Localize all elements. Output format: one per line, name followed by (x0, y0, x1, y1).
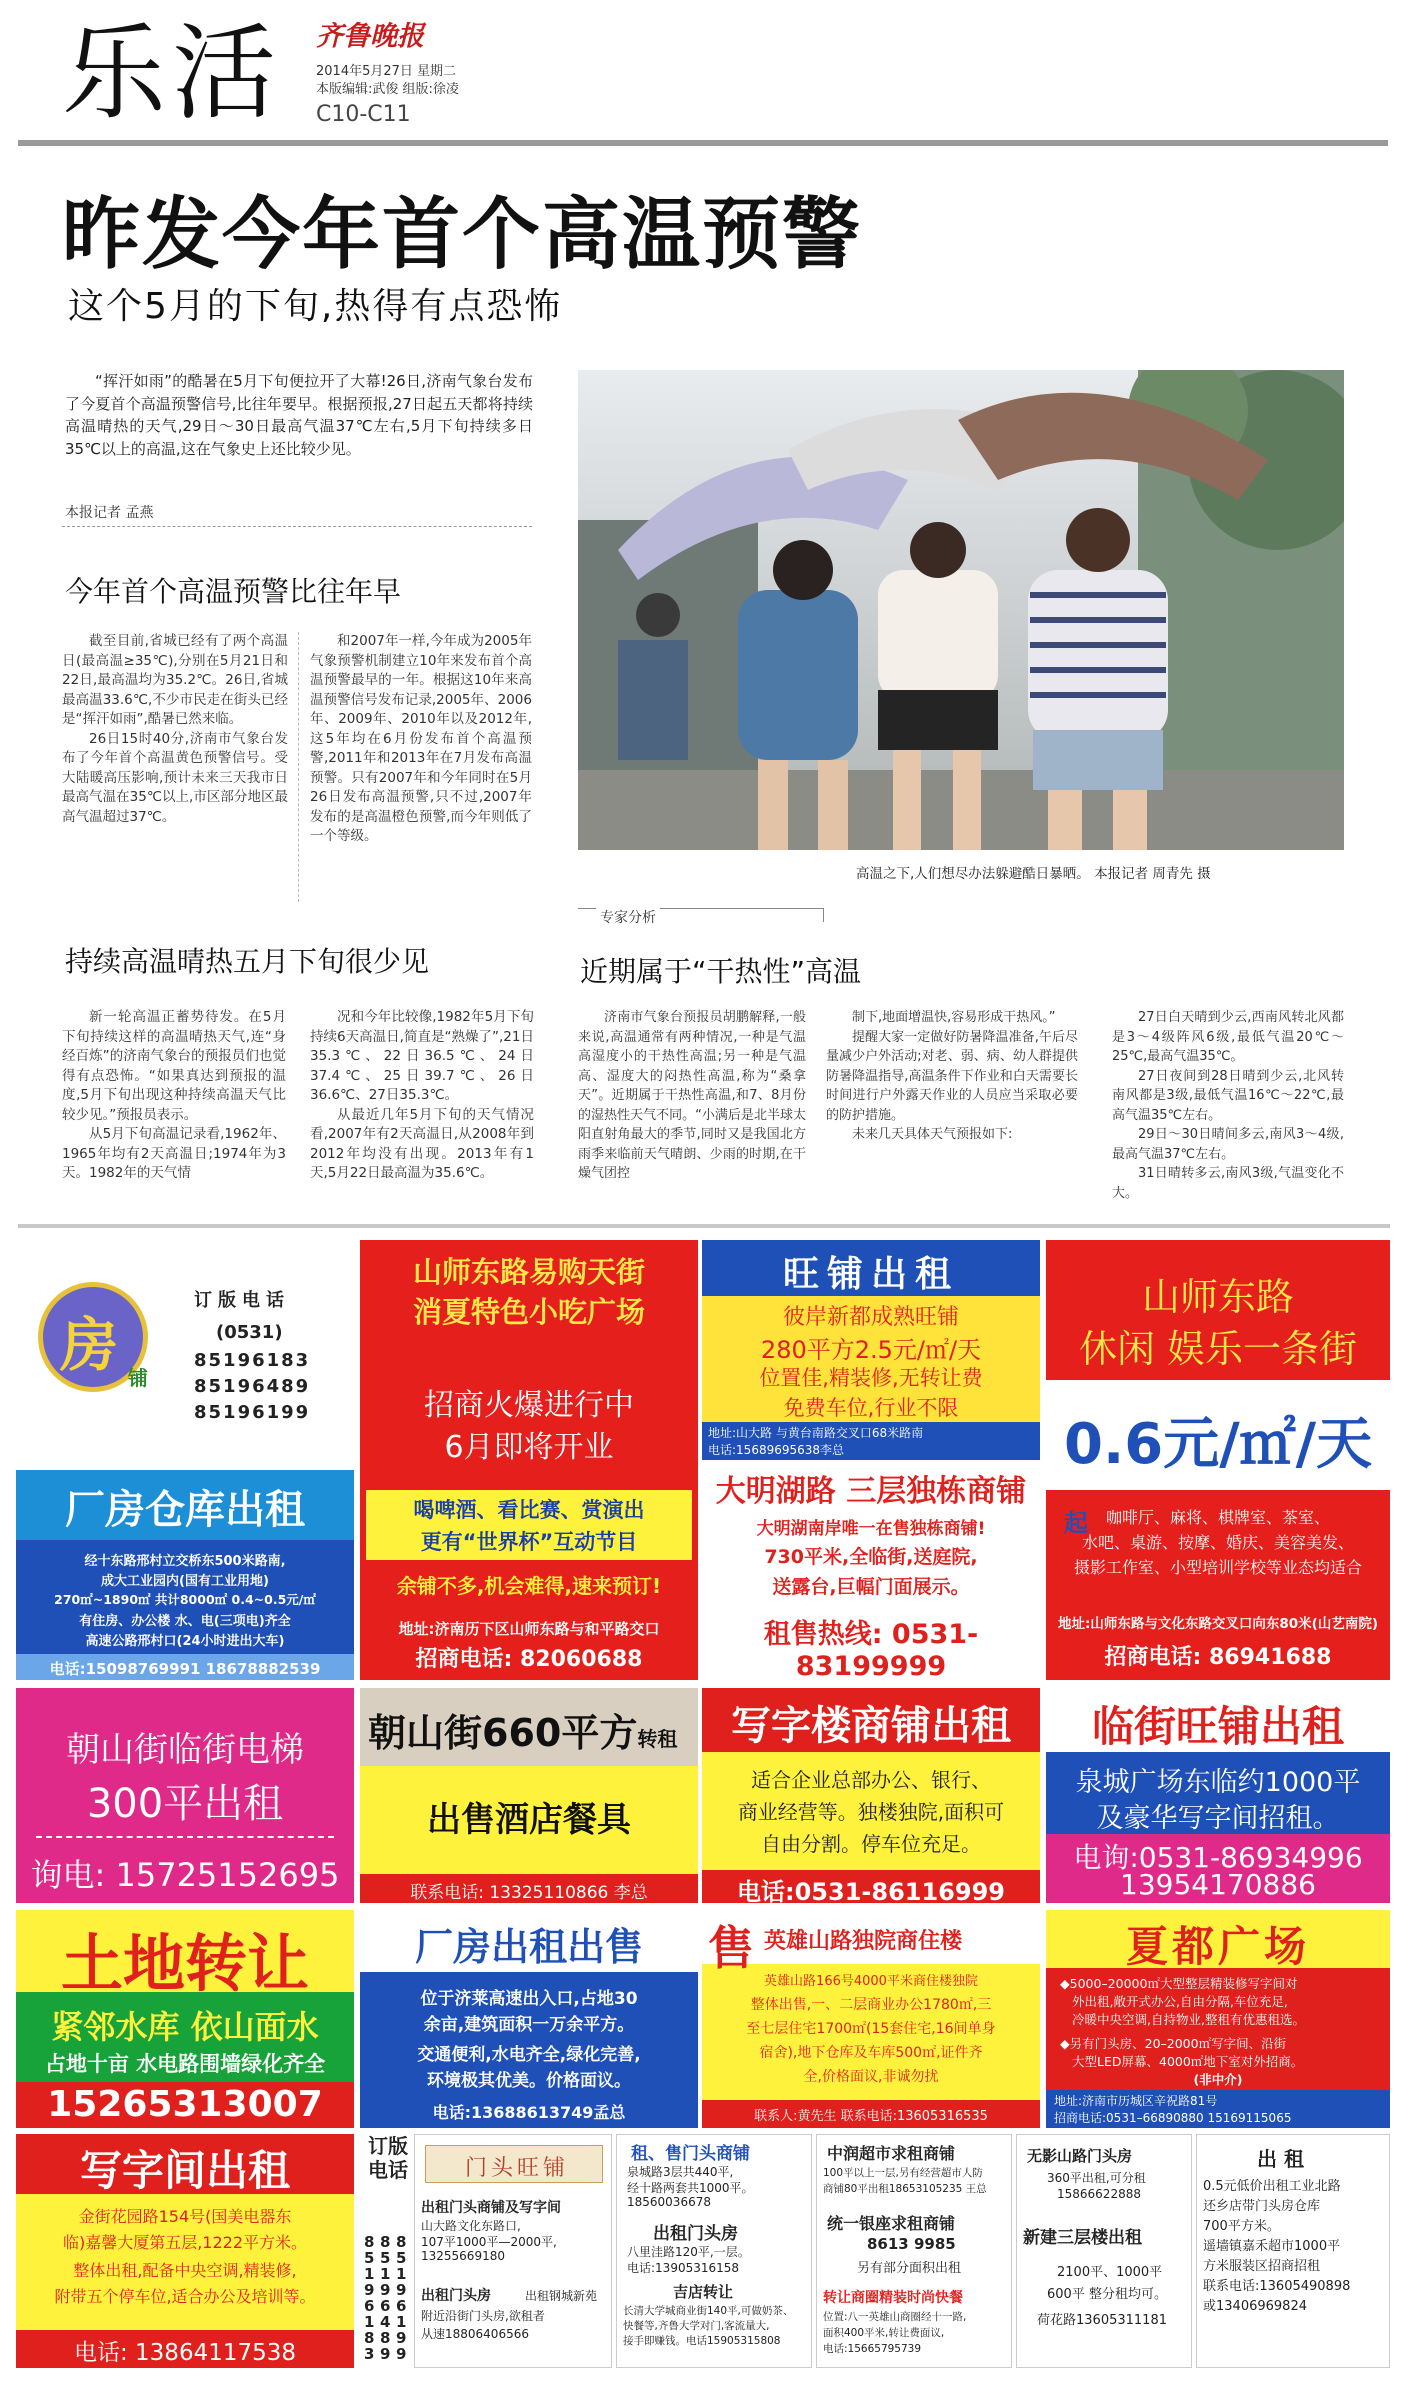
house-logo-char: 房 (60, 1311, 119, 1379)
ad11-title: 土地转让 (60, 1927, 309, 2000)
section3-col3: 27日白天晴到少云,西南风转北风都是3～4级阵风6级,最低气温20℃～25℃,最高气温35℃。 27日夜间到28日晴到少云,北风转南风都是3级,最低气温16℃～22℃,最高气温35℃左右。 29日～30日晴间多云,南风3～4级,最高气温37℃左右。 31日晴转多云,南风3级,气温变化不大。 (1112, 1010, 1344, 1201)
section2-title: 持续高温晴热五月下旬很少见 (65, 945, 430, 978)
ad4-line5: 水吧、桌游、按摩、婚庆、美容美发、 (1081, 1533, 1354, 1552)
ad15-line4: 整体出租,配备中央空调,精装修, (73, 2261, 297, 2280)
ad17-head2: 出租门头房 (421, 2288, 491, 2304)
ad4-line7: 地址:山师东路与文化东路交叉口向东80米(山艺南院) (1057, 1616, 1379, 1632)
editor-credits: 本版编辑:武俊 组版:徐凌 (316, 82, 459, 97)
ad12-phone: 电话:13688613749孟总 (432, 2103, 626, 2122)
ad21-body7: 或13406969824 (1203, 2299, 1307, 2314)
ad2-line1: 山师东路易购天街 (412, 1255, 645, 1289)
ad21-body1: 0.5元低价出租工业北路 (1203, 2179, 1341, 2194)
ad6-line2: 大明湖南岸唯一在售独栋商铺! (756, 1519, 986, 1539)
ad10-line3: 及豪华写字间招租。 (1096, 1803, 1340, 1834)
ad8-phone: 联系电话: 13325110866 李总 (410, 1883, 648, 1903)
ad21-body5: 方米服装区招商招租 (1203, 2259, 1321, 2274)
section-title: 乐活 (62, 12, 283, 134)
ad9-line2: 适合企业总部办公、银行、 (751, 1768, 991, 1792)
ad20-body5: 荷花路13605311181 (1037, 2313, 1167, 2328)
ad-rent-shop (702, 1240, 1040, 1460)
ad7-divider (36, 1836, 334, 1838)
ad-phone-vertical (362, 2134, 412, 2368)
expert-analysis-label: 专家分析 (596, 907, 660, 927)
ad5-line6: 高速公路邢村口(24小时进出大车) (85, 1634, 285, 1649)
lead-paragraph: “挥汗如雨”的酷暑在5月下旬便拉开了大幕!26日,济南气象台发布了今夏首个高温预警信号,比往年要早。根据预报,27日起五天都将持续高温晴热的天气,29日～30日最高气温37℃左右,5月下旬持续多日35℃以上的高温,这在气象史上还比较少见。 (65, 372, 533, 458)
ad18-body4: 八里洼路120平,一层。 (627, 2245, 750, 2259)
ad3-line4: 位置佳,精装修,无转让费 (759, 1366, 983, 1390)
ad-daminghu-shop (702, 1462, 1040, 1680)
ad5-line3: 成大工业园内(国有工业用地) (101, 1574, 269, 1589)
ad1-title: 订版电话 (194, 1290, 290, 1311)
ad-chaoshan-300 (16, 1688, 354, 1903)
ad-small-wuyingshan (1016, 2134, 1192, 2368)
ad2-line9: 招商电话: 82060688 (415, 1647, 643, 1672)
ad-small-rent (1196, 2134, 1390, 2368)
ad7-phone: 询电: 15725152695 (30, 1856, 340, 1894)
ad-land-transfer (16, 1910, 354, 2128)
ad-street-shop (1046, 1688, 1390, 1903)
ad13-line6: 宿舍),地下仓库及车库500㎡,证件齐 (759, 2045, 983, 2061)
ad6-line3: 730平米,全临街,送庭院, (764, 1546, 978, 1568)
ad2-line3: 招商火爆进行中 (424, 1388, 634, 1423)
ad9-line3: 商业经营等。独楼独院,面积可 (737, 1800, 1005, 1824)
ad13-line4: 整体出售,一、二层商业办公1780㎡,三 (750, 1997, 992, 2013)
ad21-body6: 联系电话:13605490898 (1203, 2279, 1351, 2294)
ad5-line4: 270㎡~1890㎡ 共计8000㎡ 0.4~0.5元/㎡ (54, 1592, 316, 1607)
ad21-body2: 还乡店带门头房仓库 (1203, 2199, 1321, 2214)
ads-top-rule (18, 1224, 1390, 1228)
ad18-body5: 电话:13905316158 (627, 2261, 740, 2275)
ad8-line1 (368, 1702, 677, 1757)
ad4-price-suffix: 起 (1064, 1509, 1088, 1537)
ad4-line2: 休闲 娱乐一条街 (1078, 1327, 1358, 1371)
ad12-line4: 交通便利,水电齐全,绿化完善, (417, 2045, 641, 2065)
ad3-address: 地址:山大路 与黄台南路交叉口68米路南 (708, 1426, 924, 1440)
ad4-line8: 招商电话: 86941688 (1104, 1645, 1332, 1670)
ad6-line5: 租售热线: 0531-83199999 (763, 1619, 979, 1680)
ad17-body5: 附近沿街门头房,欲租者 (421, 2309, 545, 2323)
ad1-phone1: 85196183 (194, 1350, 311, 1371)
ad17-body3: 13255669180 (421, 2249, 505, 2263)
ad18-head2: 出租门头房 (653, 2224, 738, 2244)
ad12-title: 厂房出租出售 (414, 1925, 643, 1969)
ad12-line5: 环境极其优美。价格面议。 (427, 2071, 631, 2091)
ad-small-menttou (414, 2134, 612, 2368)
ad6-title: 大明湖路 三层独栋商铺 (715, 1474, 1027, 1509)
ad-small-rent-sell (616, 2134, 812, 2368)
ad17-body6: 从速18806406566 (421, 2327, 529, 2341)
ad15-line5: 附带五个停车位,适合办公及培训等。 (54, 2287, 316, 2306)
ad18-body1: 泉城路3层共440平, (627, 2165, 734, 2179)
section3-col2: 制下,地面增温快,容易形成干热风。” 提醒大家一定做好防暑降温准备,午后尽量减少户外活动;对老、弱、病、幼人群提供防暑降温指导,高温条件下作业和白天需要长时间进行户外露天作业的人员应当采取必要的防护措施。 未来几天具体天气预报如下: (826, 1010, 1078, 1142)
ad17-body2: 107平1000平—2000平, (421, 2235, 557, 2249)
ad-shanshi-food-plaza (360, 1240, 698, 1680)
ad14-line6: 大型LED屏幕、4000㎡地下室对外招商。 (1072, 2054, 1304, 2069)
ad9-phone: 电话:0531-86116999 (737, 1878, 1005, 1903)
ad18-body2: 经十路两套共1000平。 (627, 2181, 754, 2195)
ad2-line4: 6月即将开业 (444, 1430, 614, 1465)
ad20-body4: 600平 整分租均可。 (1047, 2287, 1167, 2302)
ad-factory-rent-sale (360, 1910, 698, 2128)
ad19-head1: 中润超市求租商铺 (827, 2144, 956, 2163)
ad14-phone: 招商电话:0531–66890880 15169115065 (1054, 2111, 1292, 2125)
section1-divider (298, 632, 299, 902)
ad16-phone1: 85196183 (364, 2233, 375, 2363)
ad11-phone: 15265313007 (47, 2084, 323, 2125)
ad8-line2: 出售酒店餐具 (427, 1800, 631, 1840)
ad14-line2: ◆5000–20000㎡大型整层精装修写字间对 (1060, 1976, 1298, 1991)
byline: 本报记者 孟燕 (65, 505, 154, 521)
ad18-head1: 租、售门头商铺 (631, 2144, 750, 2164)
ad20-head1: 无影山路门头房 (1027, 2147, 1133, 2165)
umbrella-photo-illustration (578, 370, 1344, 850)
ad5-line2: 经十东路邢村立交桥东500米路南, (84, 1554, 286, 1569)
ad19-body2: 商铺80平出租18653105235 王总 (823, 2183, 987, 2195)
ad4-line4: 咖啡厅、麻将、棋牌室、茶室、 (1105, 1508, 1330, 1527)
ad3-line3: 280平方2.5元/㎡/天 (760, 1336, 982, 1364)
ad19-body7: 电话:15665795739 (823, 2343, 922, 2355)
ad5-title: 厂房仓库出租 (65, 1487, 305, 1533)
ad12-line2: 位于济莱高速出入口,占地30 (420, 1989, 638, 2009)
ad-office-shop (702, 1688, 1040, 1903)
ad19-body3: 8613 9985 (867, 2235, 956, 2253)
ad17-head1: 出租门头商铺及写字间 (421, 2200, 561, 2216)
ad1-code: (0531) (216, 1322, 283, 1343)
ad14-line7: (非中介) (1193, 2072, 1243, 2087)
ad14-title: 夏都广场 (1125, 1922, 1310, 1971)
ad10-phone2: 13954170886 (1120, 1868, 1316, 1901)
ad15-phone: 电话: 13864117538 (73, 2340, 297, 2366)
shop-logo-char: 铺 (128, 1366, 148, 1390)
ad16-phone3: 85196199 (396, 2233, 407, 2363)
headline: 昨发今年首个高温预警 (62, 190, 863, 280)
ad19-body4: 另有部分面积出租 (857, 2261, 962, 2276)
ad19-body5: 位置:八一英雄山商圈经十一路, (823, 2311, 967, 2323)
ad2-line2: 消夏特色小吃广场 (412, 1295, 645, 1329)
ad14-address: 地址:济南市历城区辛祝路81号 (1054, 2094, 1218, 2108)
news-photo (578, 370, 1344, 850)
ad11-line2: 紧邻水库 依山面水 (51, 2008, 319, 2046)
page-numbers: C10-C11 (316, 102, 411, 127)
ad2-line6: 更有“世界杯”互动节目 (420, 1530, 638, 1554)
ad19-body6: 面积400平米,转让费面议, (823, 2327, 945, 2339)
ad5-line5: 有住房、办公楼 水、电(三项电)齐全 (79, 1614, 291, 1629)
lead-divider (62, 526, 532, 527)
ad5-phone: 电话:15098769991 18678882539 (49, 1660, 321, 1678)
section1-col1: 截至目前,省城已经有了两个高温日(最高温≥35℃),分别在5月21日和22日,最高温均为35.2℃。26日,省城最高温33.6℃,不少市民走在街头已经是“挥汗如雨”,酷暑已然来临。 26日15时40分,济南市气象台发布了今年首个高温黄色预警信号。受大陆暖高压影响,预计未来三天我市日最高气温在35℃以上,市区部分地区最高气温超过37℃。 (62, 633, 288, 825)
ad10-line2: 泉城广场东临约1000平 (1075, 1767, 1361, 1798)
ad20-body3: 2100平、1000平 (1057, 2265, 1163, 2280)
ad-xiadu-plaza (1046, 1910, 1390, 2128)
ad15-line3: 临)嘉馨大厦第五层,1222平方米。 (62, 2233, 308, 2252)
ad18-body8: 接手即赚钱。电话15905315808 (623, 2335, 781, 2347)
ad7-line1: 朝山街临街电梯 (66, 1730, 304, 1770)
ad10-title: 临街旺铺出租 (1091, 1702, 1344, 1751)
ad-office-rent (16, 2134, 354, 2368)
ad13-sale-char: 售 (708, 1921, 754, 1975)
ad21-body4: 遥墙镇嘉禾超市1000平 (1203, 2239, 1341, 2254)
issue-date: 2014年5月27日 星期二 (316, 64, 457, 79)
ad15-title: 写字间出租 (79, 2146, 290, 2195)
ad20-head2: 新建三层楼出租 (1023, 2228, 1142, 2248)
ad4-line1: 山师东路 (1141, 1275, 1294, 1319)
ad-small-supermarket (816, 2134, 1012, 2368)
ad14-line4: 冷暖中央空调,自持物业,整租有优惠租选。 (1072, 2012, 1305, 2027)
ad3-line5: 免费车位,行业不限 (783, 1396, 959, 1420)
ad13-line7: 全,价格面议,非诚勿扰 (803, 2069, 939, 2085)
ad19-head3: 转让商圈精装时尚快餐 (823, 2290, 963, 2306)
header-rule (18, 140, 1388, 146)
newspaper-logo: 齐鲁晚报 (316, 21, 424, 52)
ad1-phone2: 85196489 (194, 1376, 311, 1397)
ad1-phone3: 85196199 (194, 1402, 311, 1423)
ad14-line5: ◆另有门头房、20–2000㎡写字间、沿街 (1060, 2036, 1287, 2051)
ad18-body3: 18560036678 (627, 2195, 711, 2209)
ad18-body6: 长清大学城商业街140平,可做奶茶、 (623, 2305, 794, 2317)
ad13-title: 英雄山路独院商住楼 (764, 1929, 963, 1954)
ad2-line8: 地址:济南历下区山师东路与和平路交口 (398, 1620, 660, 1638)
ad21-body3: 700平方米。 (1203, 2219, 1280, 2234)
section1-title: 今年首个高温预警比往年早 (65, 575, 402, 608)
ad12-line3: 余亩,建筑面积一万余平方。 (423, 2015, 635, 2035)
ad13-line3: 英雄山路166号4000平米商住楼独院 (764, 1974, 978, 1989)
ad7-line2: 300平出租 (86, 1781, 284, 1827)
ad3-line2: 彼岸新都成熟旺铺 (782, 1305, 959, 1330)
section1-col2: 和2007年一样,今年成为2005年气象预警机制建立10年来发布首个高温预警最早的一年。根据这10年来高温预警信号发布记录,2005年、2006年、2009年、2010年以及2012年,这5年均在6月份发布首个高温预警,2011年和2013年在7月发布高温预警。只有2007年和今年同时在5月26日发布高温预警,只不过,2007年发布的是高温橙色预警,而今年则低了一个等级。 (310, 633, 532, 844)
ad3-title: 旺铺出租 (782, 1254, 959, 1295)
ad10-phone1: 电询:0531-86934996 (1073, 1841, 1363, 1874)
ad14-line3: 外出租,敞开式办公,自由分隔,车位充足, (1072, 1994, 1288, 2009)
ad18-head3: 吉店转让 (673, 2283, 734, 2301)
ad-phone-logo (16, 1240, 354, 1465)
photo-caption: 高温之下,人们想尽办法躲避酷日暴晒。 本报记者 周青先 摄 (856, 866, 1211, 882)
ad6-line4: 送露台,巨幅门面展示。 (772, 1576, 970, 1598)
ad-chaoshan-660 (360, 1688, 698, 1903)
ad9-line4: 自由分割。停车位充足。 (761, 1832, 981, 1856)
ad8-line1-text: 朝山街660平方 (368, 1711, 638, 1755)
ad11-line3: 占地十亩 水电路围墙绿化齐全 (44, 2052, 326, 2076)
ad20-body1: 360平出租,可分租 (1047, 2171, 1146, 2185)
subtitle: 这个5月的下旬,热得有点恐怖 (68, 286, 563, 327)
ad9-title: 写字楼商铺出租 (731, 1703, 1011, 1749)
section3-col1: 济南市气象台预报员胡鹏解释,一般来说,高温通常有两种情况,一种是气温高湿度小的干热性高温;另一种是气温高、湿度大的闷热性高温,称为“桑拿天”。近期属于干热性高温,和7、8月份的湿热性天气不同。“小满后是北半球太阳直射角最大的季节,同时又是我国北方雨季来临前天气晴朗、少雨的时期,在干燥气团控 (578, 1010, 806, 1181)
ad18-body7: 快餐等,齐鲁大学对门,客流量大, (623, 2320, 770, 2332)
ad13-phone: 联系人:黄先生 联系电话:13605316535 (754, 2109, 988, 2124)
ad-shanshi-leisure-street (1046, 1240, 1390, 1680)
ad16-phone2: 85196489 (380, 2233, 391, 2363)
ad16-title: 订版电话 (368, 2134, 408, 2182)
ad4-price-value: 0.6元/㎡/天 (1064, 1412, 1373, 1477)
ad19-head2: 统一银座求租商铺 (827, 2214, 956, 2233)
section2-col1: 新一轮高温正蓄势待发。在5月下旬持续这样的高温晴热天气,连“身经百炼”的济南气象台的预报员们也觉得有点恐怖。“如果真达到预报的温度,5月下旬出现这种持续高温天气比较少见。”预报员表示。 从5月下旬高温记录看,1962年、1965年均有2天高温日;1974年为3天。1982年的天气情 (62, 1009, 286, 1181)
section3-title: 近期属于“干热性”高温 (580, 955, 862, 988)
ad4-line6: 摄影工作室、小型培训学校等业态均适合 (1073, 1558, 1362, 1577)
ad20-body2: 15866622888 (1057, 2187, 1141, 2201)
ad2-line5: 喝啤酒、看比赛、赏演出 (413, 1498, 645, 1522)
section2-col2: 况和今年比较像,1982年5月下旬持续6天高温日,简直是“熟燥了”,21日35.3℃、22日36.5℃、24日37.4℃、25日39.7℃、26日36.6℃、27日35.3℃。 从最近几年5月下旬的天气情况看,2007年有2天高温日,从2008年到2012年均没有出现。2013年有1天,5月22日最高温为35.6℃。 (310, 1009, 534, 1181)
ad3-phone: 电话:15689695638李总 (708, 1443, 845, 1457)
ad-yingxiongshan-building (702, 1910, 1040, 2128)
ad15-line2: 金街花园路154号(国美电器东 (78, 2207, 292, 2226)
ad17-body4: 出租钢城新苑 (525, 2289, 598, 2303)
ad8-line1-suffix: 转租 (637, 1727, 678, 1751)
ad17-logo: 门头旺铺 (465, 2156, 570, 2181)
ad17-body1: 山大路文化东路口, (421, 2219, 521, 2233)
ad13-line5: 至七层住宅1700㎡(15套住宅,16间单身 (746, 2021, 996, 2037)
ad19-body1: 100平以上一层,另有经营超市人防 (823, 2167, 983, 2179)
ad-factory-warehouse (16, 1470, 354, 1680)
ad2-line7: 余铺不多,机会难得,速来预订! (396, 1574, 662, 1598)
ad21-head1: 出 租 (1257, 2147, 1304, 2171)
